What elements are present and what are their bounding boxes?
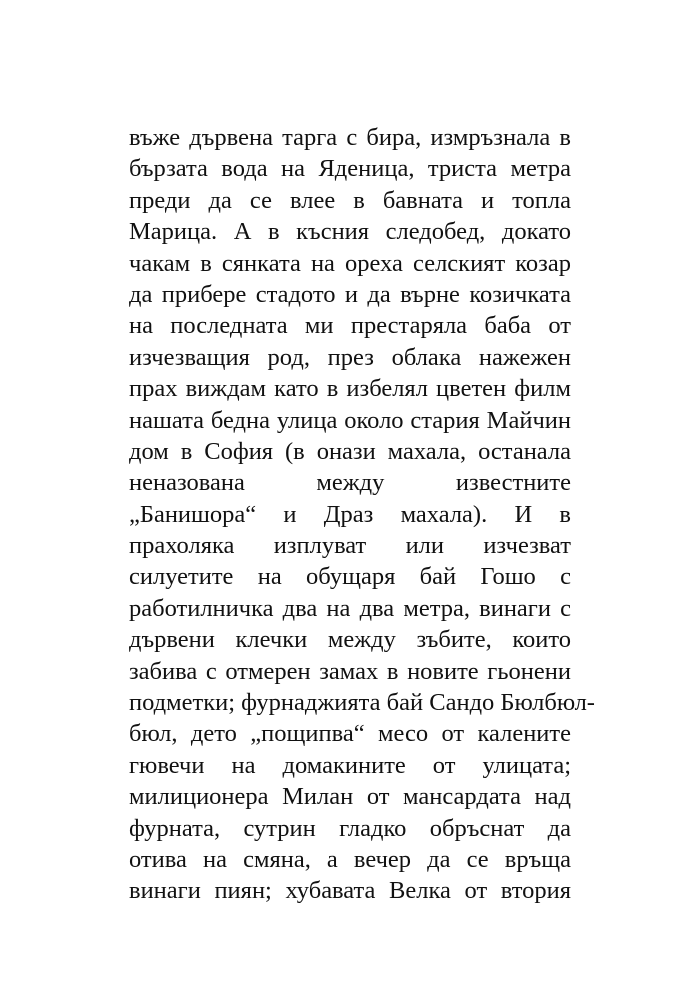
text-line: на последната ми престаряла баба от <box>129 312 571 340</box>
text-line: забива с отмерен замах в новите гьонени <box>129 657 571 685</box>
text-line: да прибере стадото и да върне козичката <box>129 280 571 308</box>
text-line: подметки; фурнаджията бай Сандо Бюлбюл- <box>129 689 595 717</box>
text-line: гювечи на домакините от улицата; <box>129 751 571 779</box>
text-line: дом в София (в онази махала, останала <box>129 437 571 465</box>
text-line: работилничка два на два метра, винаги с <box>129 594 571 622</box>
text-line: въже дървена тарга с бира, измръзнала в <box>129 124 571 151</box>
text-line: преди да се влее в бавната и топла <box>129 186 571 214</box>
text-line: изчезващия род, през облака нажежен <box>129 343 571 371</box>
text-line: отива на смяна, а вечер да се връща <box>129 845 571 873</box>
text-line: силуетите на обущаря бай Гошо с <box>129 563 571 591</box>
text-line: бюл, дето „пощипва“ месо от калените <box>129 720 571 748</box>
text-line: прахоляка изплуват или изчезват <box>129 532 571 560</box>
text-line: дървени клечки между зъбите, които <box>129 626 571 654</box>
text-line: чакам в сянката на ореха селският козар <box>129 249 571 277</box>
text-line: милиционера Милан от мансардата над <box>129 783 571 811</box>
text-line: бързата вода на Яденица, триста метра <box>129 155 571 183</box>
text-line: фурната, сутрин гладко обръснат да <box>129 814 571 842</box>
text-line: винаги пиян; хубавата Велка от втория <box>129 877 571 905</box>
body-text <box>129 122 595 907</box>
text-line: „Банишора“ и Драз махала). И в <box>129 500 571 528</box>
text-line: прах виждам като в избелял цветен филм <box>129 375 571 403</box>
text-line: неназована между известните <box>129 469 571 497</box>
text-line: нашата бедна улица около стария Майчин <box>129 406 571 434</box>
text-line: Марица. А в късния следобед, докато <box>129 218 571 246</box>
